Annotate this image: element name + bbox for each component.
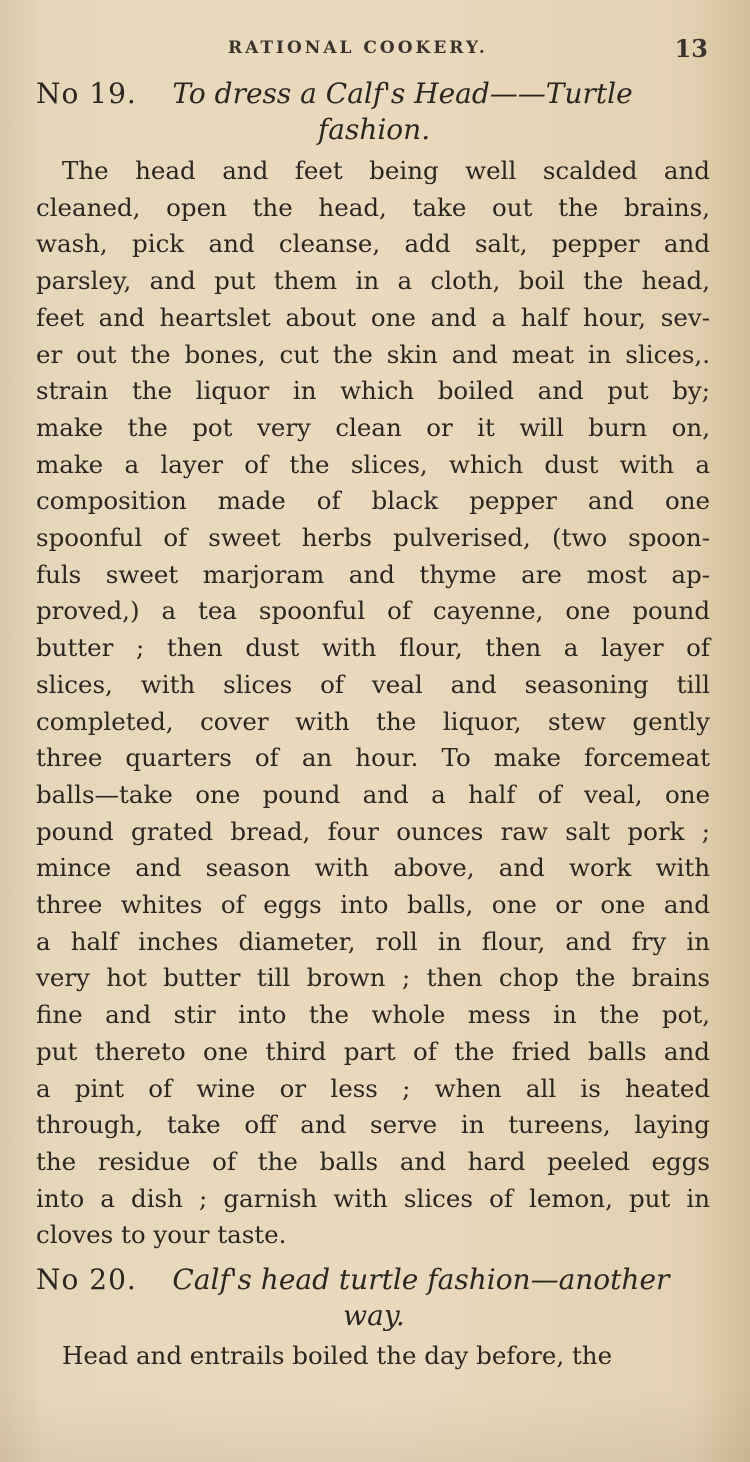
recipe-19-title: To dress a Calf's Head——Turtle — [172, 77, 633, 110]
text-line: put thereto one third part of the fried balls and — [36, 1036, 710, 1066]
text-line: composition made of black pepper and one — [36, 486, 710, 516]
text-line: very hot butter till brown ; then chop the brains — [36, 963, 710, 993]
text-line: feet and heartslet about one and a half hour, sev- — [36, 302, 710, 332]
recipe-20-title: Calf's head turtle fashion—another — [172, 1263, 670, 1296]
text-line: make the pot very clean or it will burn on, — [36, 412, 710, 442]
recipe-20-title-cont: way. — [343, 1299, 405, 1332]
text-line: proved,) a tea spoonful of cayenne, one pound — [36, 596, 710, 626]
text-line: slices, with slices of veal and seasoning till — [36, 669, 710, 699]
text-line: a pint of wine or less ; when all is heated — [36, 1073, 710, 1103]
text-line: mince and season with above, and work with — [36, 853, 710, 883]
recipe-19-body — [36, 153, 710, 1254]
text-line: Head and entrails boiled the day before, the — [62, 1341, 613, 1370]
text-line: spoonful of sweet herbs pulverised, (two spoon- — [36, 523, 710, 553]
text-line: cloves to your taste. — [36, 1220, 287, 1250]
text-line: cleaned, open the head, take out the brains, — [36, 192, 710, 222]
text-line: the residue of the balls and hard peeled eggs — [36, 1146, 710, 1176]
recipe-20-heading — [36, 1262, 712, 1334]
text-line: pound grated bread, four ounces raw salt pork ; — [36, 816, 710, 846]
recipe-19-heading — [36, 76, 712, 148]
recipe-19-title-cont: fashion. — [317, 113, 431, 146]
text-line: three quarters of an hour. To make forcemeat — [36, 743, 710, 773]
page-edge-shading — [0, 1392, 750, 1462]
text-line: wash, pick and cleanse, add salt, pepper and — [36, 229, 710, 259]
text-line: into a dish ; garnish with slices of lemon, put in — [36, 1183, 710, 1213]
text-line: parsley, and put them in a cloth, boil the head, — [36, 266, 710, 296]
page-number: 13 — [674, 34, 708, 63]
text-line: three whites of eggs into balls, one or one and — [36, 890, 710, 920]
text-line: er out the bones, cut the skin and meat in slices,. — [36, 339, 710, 369]
text-line: balls—take one pound and a half of veal, one — [36, 779, 710, 809]
recipe-20-body — [36, 1338, 710, 1375]
recipe-19-number: No 19. — [36, 77, 137, 110]
text-line: through, take off and serve in tureens, laying — [36, 1110, 710, 1140]
text-line: strain the liquor in which boiled and put by; — [36, 376, 710, 406]
text-line: butter ; then dust with flour, then a layer of — [36, 633, 710, 663]
text-line: completed, cover with the liquor, stew gently — [36, 706, 710, 736]
text-line: The head and feet being well scalded and — [62, 156, 710, 185]
text-line: a half inches diameter, roll in flour, and fry in — [36, 926, 710, 956]
text-line: fuls sweet marjoram and thyme are most ap- — [36, 559, 710, 589]
recipe-20-number: No 20. — [36, 1263, 137, 1296]
running-title: RATIONAL COOKERY. — [228, 38, 488, 58]
text-line: make a layer of the slices, which dust with a — [36, 449, 710, 479]
text-line: fine and stir into the whole mess in the pot, — [36, 1000, 710, 1030]
